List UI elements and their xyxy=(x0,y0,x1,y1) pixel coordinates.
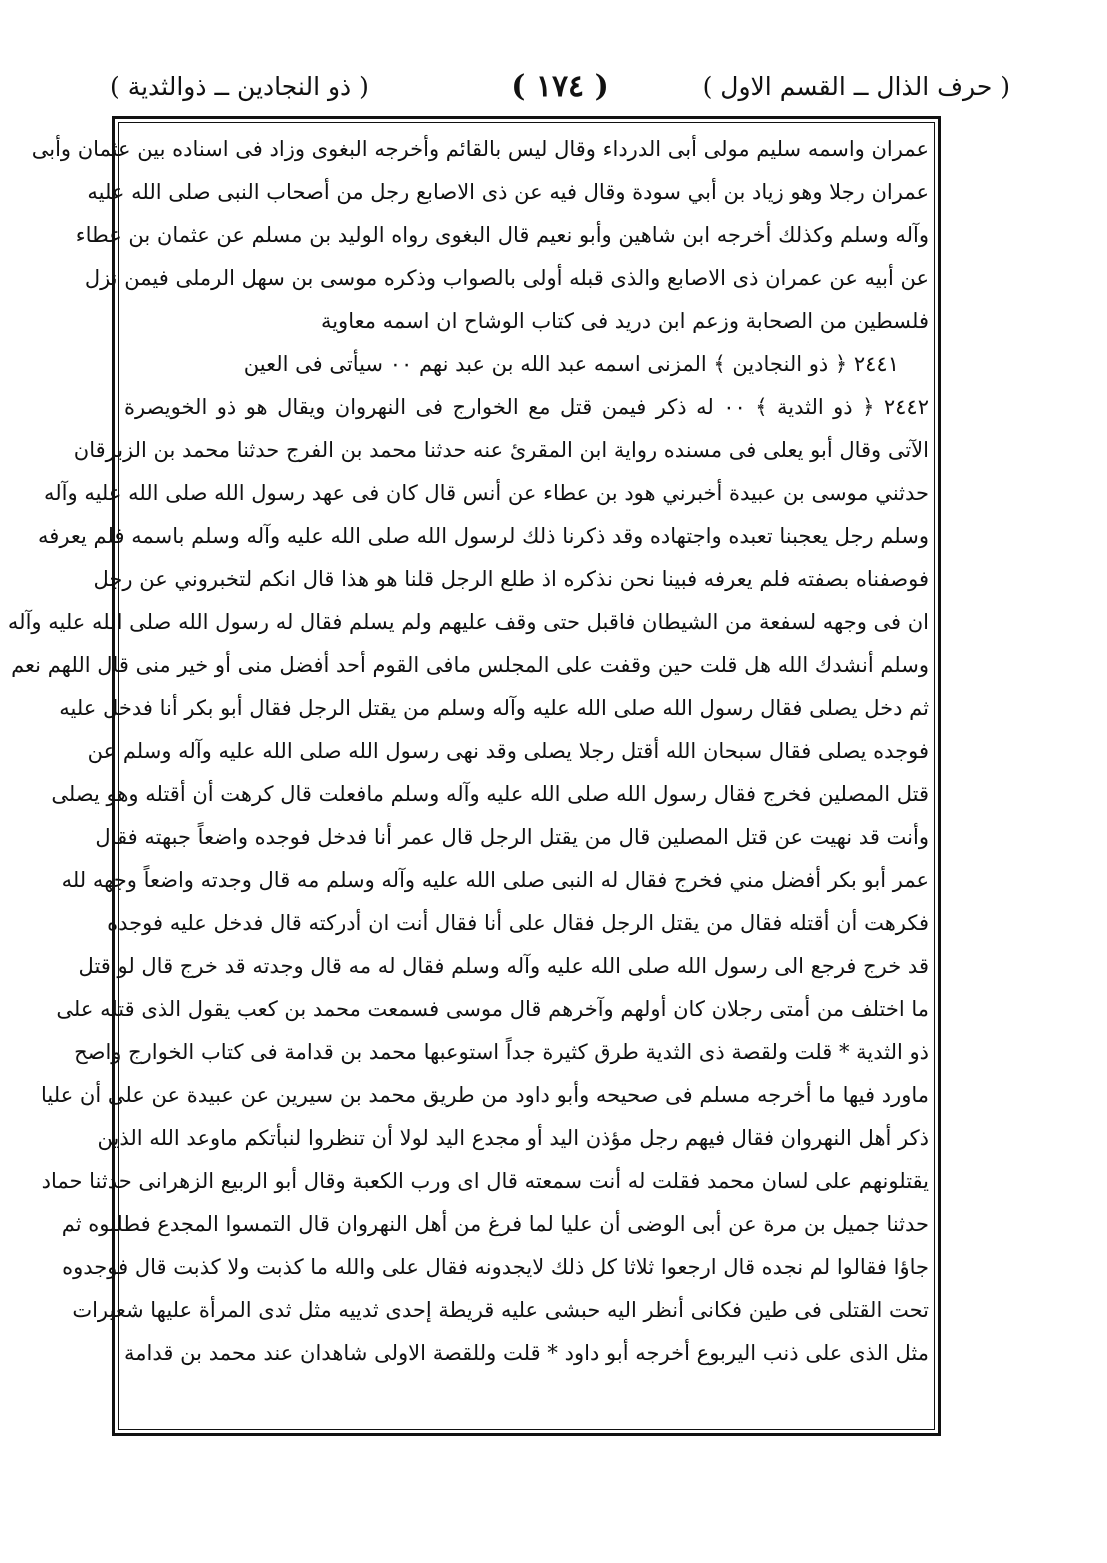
text-line: عمران واسمه سليم مولى أبى الدرداء وقال ليس بالقائم وأخرجه البغوى وزاد فى اسناده بين عثمان وأبى xyxy=(31,137,929,161)
header-entry-range: ( ذو النجادين ــ ذوالثدية ) xyxy=(110,72,369,101)
entry-heading-dhu-al-nijadayn: ٢٤٤١ ﴿ ذو النجادين ﴾ المزنى اسمه عبد الله بن عبد نهم ٠٠ سيأتى فى العين xyxy=(243,352,899,376)
text-line: عمران رجلا وهو زياد بن أبي سودة وقال فيه عن ذى الاصابع رجل من أصحاب النبى صلى الله عليه xyxy=(87,180,929,204)
page-header xyxy=(110,62,1010,112)
text-line: ذو الثدية * قلت ولقصة ذى الثدية طرق كثيرة جداً استوعبها محمد بن قدامة فى كتاب الخوارج واصح xyxy=(74,1040,929,1064)
text-line: عمر أبو بكر أفضل مني فخرج فقال له النبى صلى الله عليه وآله وسلم مه قال وجدته واضعاً وجهه لله xyxy=(61,868,929,892)
text-line: حدثنا جميل بن مرة عن أبى الوضى أن عليا لما فرغ من أهل النهروان قال التمسوا المجدع فطلبوه ثم xyxy=(61,1212,929,1236)
text-line: عن أبيه عن عمران ذى الاصابع والذى قبله أولى بالصواب وذكره موسى بن سهل الرملى فيمن نزل xyxy=(84,266,929,290)
text-line: قتل المصلين فخرج فقال رسول الله صلى الله عليه وآله وسلم مافعلت قال كرهت أن أقتله وهو يصلى xyxy=(51,782,929,806)
page-body-text xyxy=(7,128,929,1375)
text-line: تحت القتلى فى طين فكانى أنظر اليه حبشى عليه قريطة إحدى ثدييه مثل ثدى المرأة عليها شعيرات xyxy=(72,1298,929,1322)
text-line: فكرهت أن أقتله فقال من يقتل الرجل فقال على أنا فقال أنت ان أدركته قال فدخل عليه فوجده xyxy=(107,911,929,935)
text-line: ما اختلف من أمتى رجلان كان أولهم وآخرهم قال موسى فسمعت محمد بن كعب يقول الذى قتله على xyxy=(56,997,929,1021)
text-line: مثل الذى على ذنب اليربوع أخرجه أبو داود * قلت وللقصة الاولى شاهدان عند محمد بن قدامة xyxy=(124,1341,929,1365)
text-line: وسلم رجل يعجبنا تعبده واجتهاده وقد ذكرنا ذلك لرسول الله صلى الله عليه وآله وسلم باسمه فلم يعرفه xyxy=(38,524,929,548)
text-line: ماورد فيها ما أخرجه مسلم فى صحيحه وأبو داود من طريق محمد بن سيرين عن عبيدة عن على أن عليا xyxy=(41,1083,929,1107)
text-line: وسلم أنشدك الله هل قلت حين وقفت على المجلس مافى القوم أحد أفضل منى أو خير منى قال اللهم نعم xyxy=(11,653,929,677)
text-line: فلسطين من الصحابة وزعم ابن دريد فى كتاب الوشاح ان اسمه معاوية xyxy=(320,309,929,333)
entry-heading-dhu-al-thudayya: ٢٤٤٢ ﴿ ذو الثدية ﴾ ٠٠ له ذكر فيمن قتل مع الخوارج فى النهروان ويقال هو ذو الخويصرة xyxy=(124,395,929,419)
text-line: ذكر أهل النهروان فقال فيهم رجل مؤذن اليد أو مجدع اليد لولا أن تنظروا لنبأتكم ماوعد الله الذين xyxy=(97,1126,929,1150)
text-line: وأنت قد نهيت عن قتل المصلين قال من يقتل الرجل قال عمر أنا فدخل فوجده واضعاً جبهته فقال xyxy=(95,825,929,849)
text-line: الآتى وقال أبو يعلى فى مسنده رواية ابن المقرئ عنه حدثنا محمد بن الفرج حدثنا محمد بن الزبرقان xyxy=(73,438,929,462)
text-line: حدثني موسى بن عبيدة أخبرني هود بن عطاء عن أنس قال كان فى عهد رسول الله صلى الله عليه وآله xyxy=(44,481,929,505)
text-line: ان فى وجهه لسفعة من الشيطان فاقبل حتى وقف عليهم ولم يسلم فقال له رسول الله صلى الله عليه وآله xyxy=(7,610,929,634)
text-line: قد خرج فرجع الى رسول الله صلى الله عليه وآله وسلم فقال له مه قال وجدته قد خرج قال لو قتل xyxy=(78,954,929,978)
text-line: فوجده يصلى فقال سبحان الله أقتل رجلا يصلى وقد نهى رسول الله صلى الله عليه وآله وسلم عن xyxy=(87,739,929,763)
text-line: ثم دخل يصلى فقال رسول الله صلى الله عليه وآله وسلم من يقتل الرجل فقال أبو بكر أنا فدخل عليه xyxy=(59,696,929,720)
text-line: جاؤا فقالوا لم نجده قال ارجعوا ثلاثا كل ذلك لايجدونه فقال على والله ما كذبت ولا كذبت قال فوجدوه xyxy=(62,1255,929,1279)
text-line: فوصفناه بصفته فلم يعرفه فبينا نحن نذكره اذ طلع الرجل قلنا هو هذا قال انكم لتخبروني عن رجل xyxy=(93,567,929,591)
header-section-title: ( حرف الذال ــ القسم الاول ) xyxy=(702,72,1010,101)
text-line: وآله وسلم وكذلك أخرجه ابن شاهين وأبو نعيم قال البغوى رواه الوليد بن مسلم عن عثمان بن عطاء xyxy=(75,223,929,247)
text-line: يقتلونهم على لسان محمد فقلت له أنت سمعته قال اى ورب الكعبة وقال أبو الربيع الزهرانى حدثنا حماد xyxy=(41,1169,929,1193)
page-number: ( ١٧٤ ) xyxy=(511,69,609,104)
